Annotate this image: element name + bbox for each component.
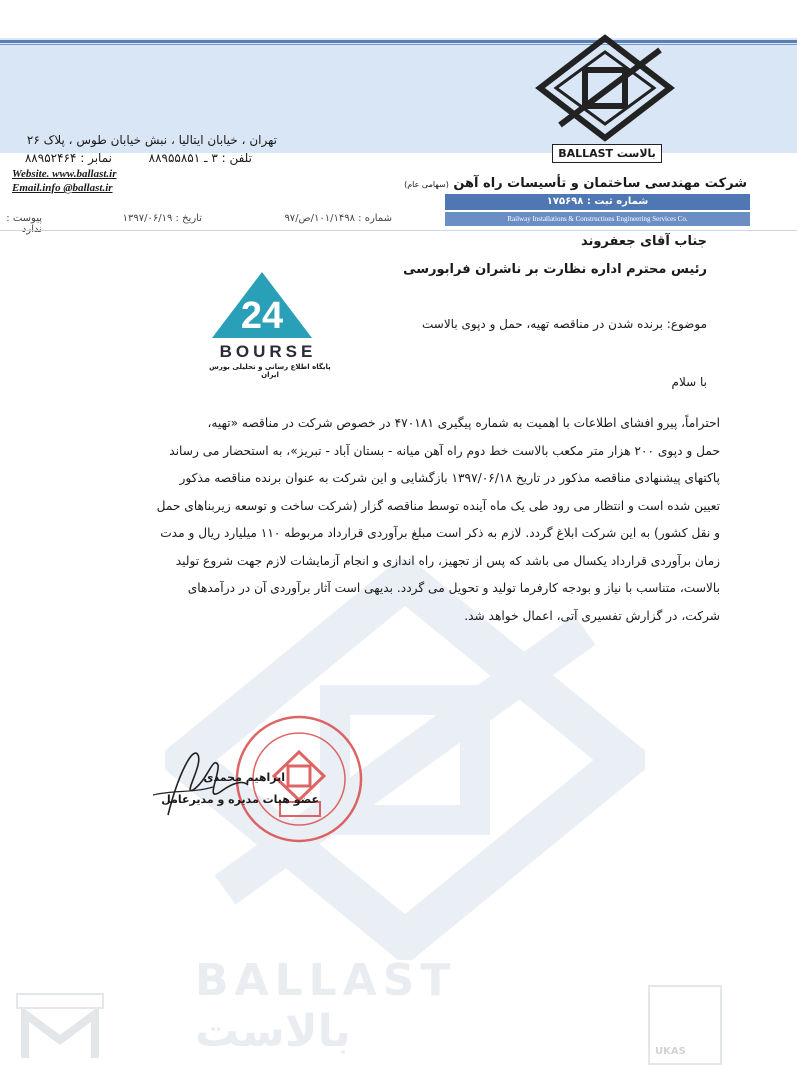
body-line: پاکتهای پیشنهادی مناقصه مذکور در تاریخ ۱۳۹۷/۰۶/۱۸ بازگشایی و این شرکت به عنوان برنده مناقصه مذکور xyxy=(179,471,720,485)
company-name xyxy=(387,176,747,191)
company-name-text: شرکت مهندسی ساختمان و تأسیسات راه آهن xyxy=(453,176,747,191)
signer-title: عضو هیات مدیره و مدیرعامل xyxy=(161,793,319,806)
company-address: تهران ، خیابان ایتالیا ، نبش خیابان طوس ، پلاک ۲۶ xyxy=(26,133,277,147)
body-line: احتراماً، پیرو افشای اطلاعات با اهمیت به شماره پیگیری ۴۷۰۱۸۱ در خصوص شرکت در مناقصه «تهیه، xyxy=(207,416,720,430)
registration-number: شماره ثبت : ۱۷۵۶۹۸ xyxy=(445,194,750,210)
body-line: حمل و دپوی ۲۰۰ هزار متر مکعب بالاست خط دوم راه آهن میانه - بستان آباد - تبریز»، به استحضار می رساند xyxy=(169,443,720,458)
brand-label: BALLAST بالاست xyxy=(552,144,662,163)
letter-subject: موضوع: برنده شدن در مناقصه تهیه، حمل و دپوی بالاست xyxy=(421,317,707,331)
company-website[interactable]: Website. www.ballast.ir xyxy=(12,168,117,180)
body-line: تعیین شده است و انتظار می رود طی یک ماه آینده توسط مناقصه گزار (شرکت ساخت و توسعه زیربناهای حمل xyxy=(156,498,720,513)
letter-number: شماره : ۱۰۱/۱۴۹۸/ص/۹۷ xyxy=(284,213,392,224)
watermark-brand: BALLAST بالاست xyxy=(195,955,457,1057)
addressee-name: جناب آقای جعفروند xyxy=(580,234,707,249)
body-line: زمان برآوردی قرارداد یکسال می باشد که پس از تجهیز، راه اندازی و انجام آزمایشات لازم جهت شروع تولید xyxy=(175,553,720,568)
ukas-label: UKAS xyxy=(655,1046,686,1057)
meta-divider xyxy=(0,230,797,231)
svg-text:24: 24 xyxy=(240,295,284,337)
signer-name: ابراهیم محمدی xyxy=(203,771,285,784)
letter-date: تاریخ : ۱۳۹۷/۰۶/۱۹ xyxy=(122,213,202,224)
bourse-name: BOURSE xyxy=(219,342,317,361)
addressee-title: رئیس محترم اداره نظارت بر ناشران فرابورسی xyxy=(403,262,707,277)
company-english-name: Railway Installations & Constructions Engineering Services Co. xyxy=(445,212,750,226)
body-line: شرکت، در گزارش تفسیری آتی، اعمال خواهد شد. xyxy=(464,608,720,623)
letter-attachment: پیوست : xyxy=(6,213,42,224)
ballast-logo-icon xyxy=(530,30,680,150)
letter-body xyxy=(60,410,720,630)
body-line: و نقل کشور) به این شرکت ابلاغ گردد. لازم به ذکر است مبلغ برآوردی قرارداد مربوطه ۱۱۰ میلیارد ریال و مدت xyxy=(160,526,720,540)
company-phone: تلفن : ۳ ـ ۸۸۹۵۵۸۵۱ xyxy=(148,151,252,165)
body-line: بالاست، متناسب با نیاز و بودجه کارفرما تولید و تحویل می گردد. بدیهی است آثار برآوردی آن در درآمدهای xyxy=(187,581,720,595)
company-email[interactable]: Email.info @ballast.ir xyxy=(12,182,113,194)
footer-logo-icon xyxy=(15,990,105,1060)
company-fax: نمابر : ۸۸۹۵۲۴۶۴ xyxy=(24,151,112,165)
bourse-subtitle: پایگاه اطلاع رسانی و تحلیلی بورس ایران xyxy=(209,363,331,379)
company-type: (سهامی عام) xyxy=(404,180,449,189)
letter-greeting: با سلام xyxy=(671,375,707,389)
